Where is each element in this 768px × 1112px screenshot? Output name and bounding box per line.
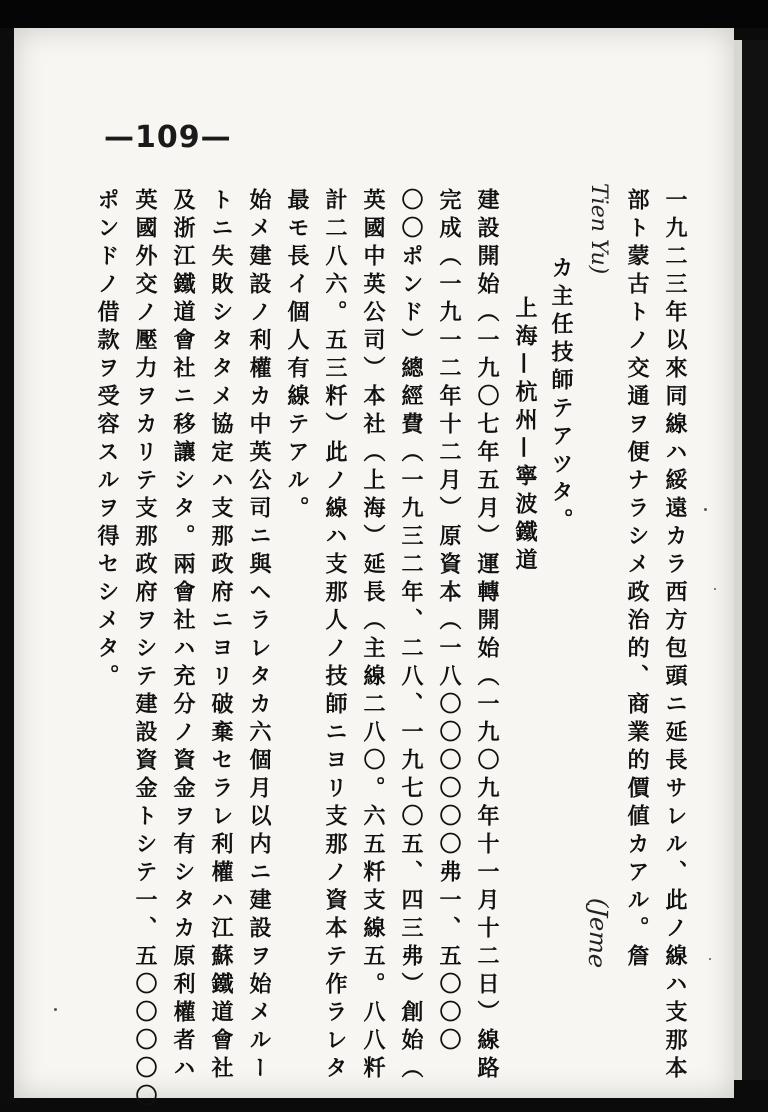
scan-speck	[714, 588, 716, 590]
scan-top-border	[0, 0, 768, 28]
text-column-1: 一九二三年以來同線ハ綏遠カラ西方包頭ニ延長サレル、此ノ線ハ支那本	[662, 188, 688, 1084]
text-column-8: 英國中英公司）本社（上海）延長（主線二八〇。六五粁支線五。八八粁	[360, 188, 386, 1084]
scan-speck	[709, 958, 711, 960]
text-column-7: 〇〇ポンド）總經費（一九三二年、二八、一九七〇五、四三弗）創始（	[398, 188, 424, 1084]
text-column-6: 完成（一九一二年十二月）原資本（一八〇〇〇〇〇〇弗一、五〇〇〇	[436, 188, 462, 1056]
text-column-3: カ主任技師テアツタ。	[548, 256, 574, 536]
page-number: —109—	[104, 120, 232, 155]
section-heading: 上海—杭州—寧波鐵道	[512, 296, 538, 576]
scan-left-border	[0, 28, 14, 1106]
handwritten-annotation-a: (Jeme	[582, 897, 614, 969]
text-column-15: ポンドノ借款ヲ受容スルヲ得セシメタ。	[94, 188, 120, 692]
page-edge	[734, 40, 742, 1080]
book-binding	[742, 40, 768, 1080]
text-column-10: 最モ長イ個人有線テアル。	[284, 188, 310, 524]
text-column-9: 計二八六。五三粁）此ノ線ハ支那人ノ技師ニヨリ支那ノ資本テ作ラレタ	[322, 188, 348, 1084]
text-column-12: トニ失敗シタタメ協定ハ支那政府ニヨリ破棄セラレ利權ハ江蘇鐵道會社	[208, 188, 234, 1084]
scan-speck	[704, 508, 707, 511]
text-column-11: 始メ建設ノ利權カ中英公司ニ與ヘラレタカ六個月以内ニ建設ヲ始メルー	[246, 188, 272, 1084]
text-column-5: 建設開始（一九〇七年五月）運轉開始（一九〇九年十一月十二日）線路	[474, 188, 500, 1084]
handwritten-annotation-b: Tien Yu)	[586, 183, 611, 275]
document-page	[14, 28, 734, 1112]
text-column-14: 英國外交ノ壓力ヲカリテ支那政府ヲシテ建設資金トシテ一、五〇〇〇〇〇	[132, 188, 158, 1112]
text-column-2: 部ト蒙古トノ交通ヲ便ナラシメ政治的、商業的價値カアル。詹	[624, 188, 650, 972]
scan-speck	[54, 1008, 57, 1011]
text-column-13: 及浙江鐵道會社ニ移讓シタ。兩會社ハ充分ノ資金ヲ有シタカ原利權者ハ	[170, 188, 196, 1084]
